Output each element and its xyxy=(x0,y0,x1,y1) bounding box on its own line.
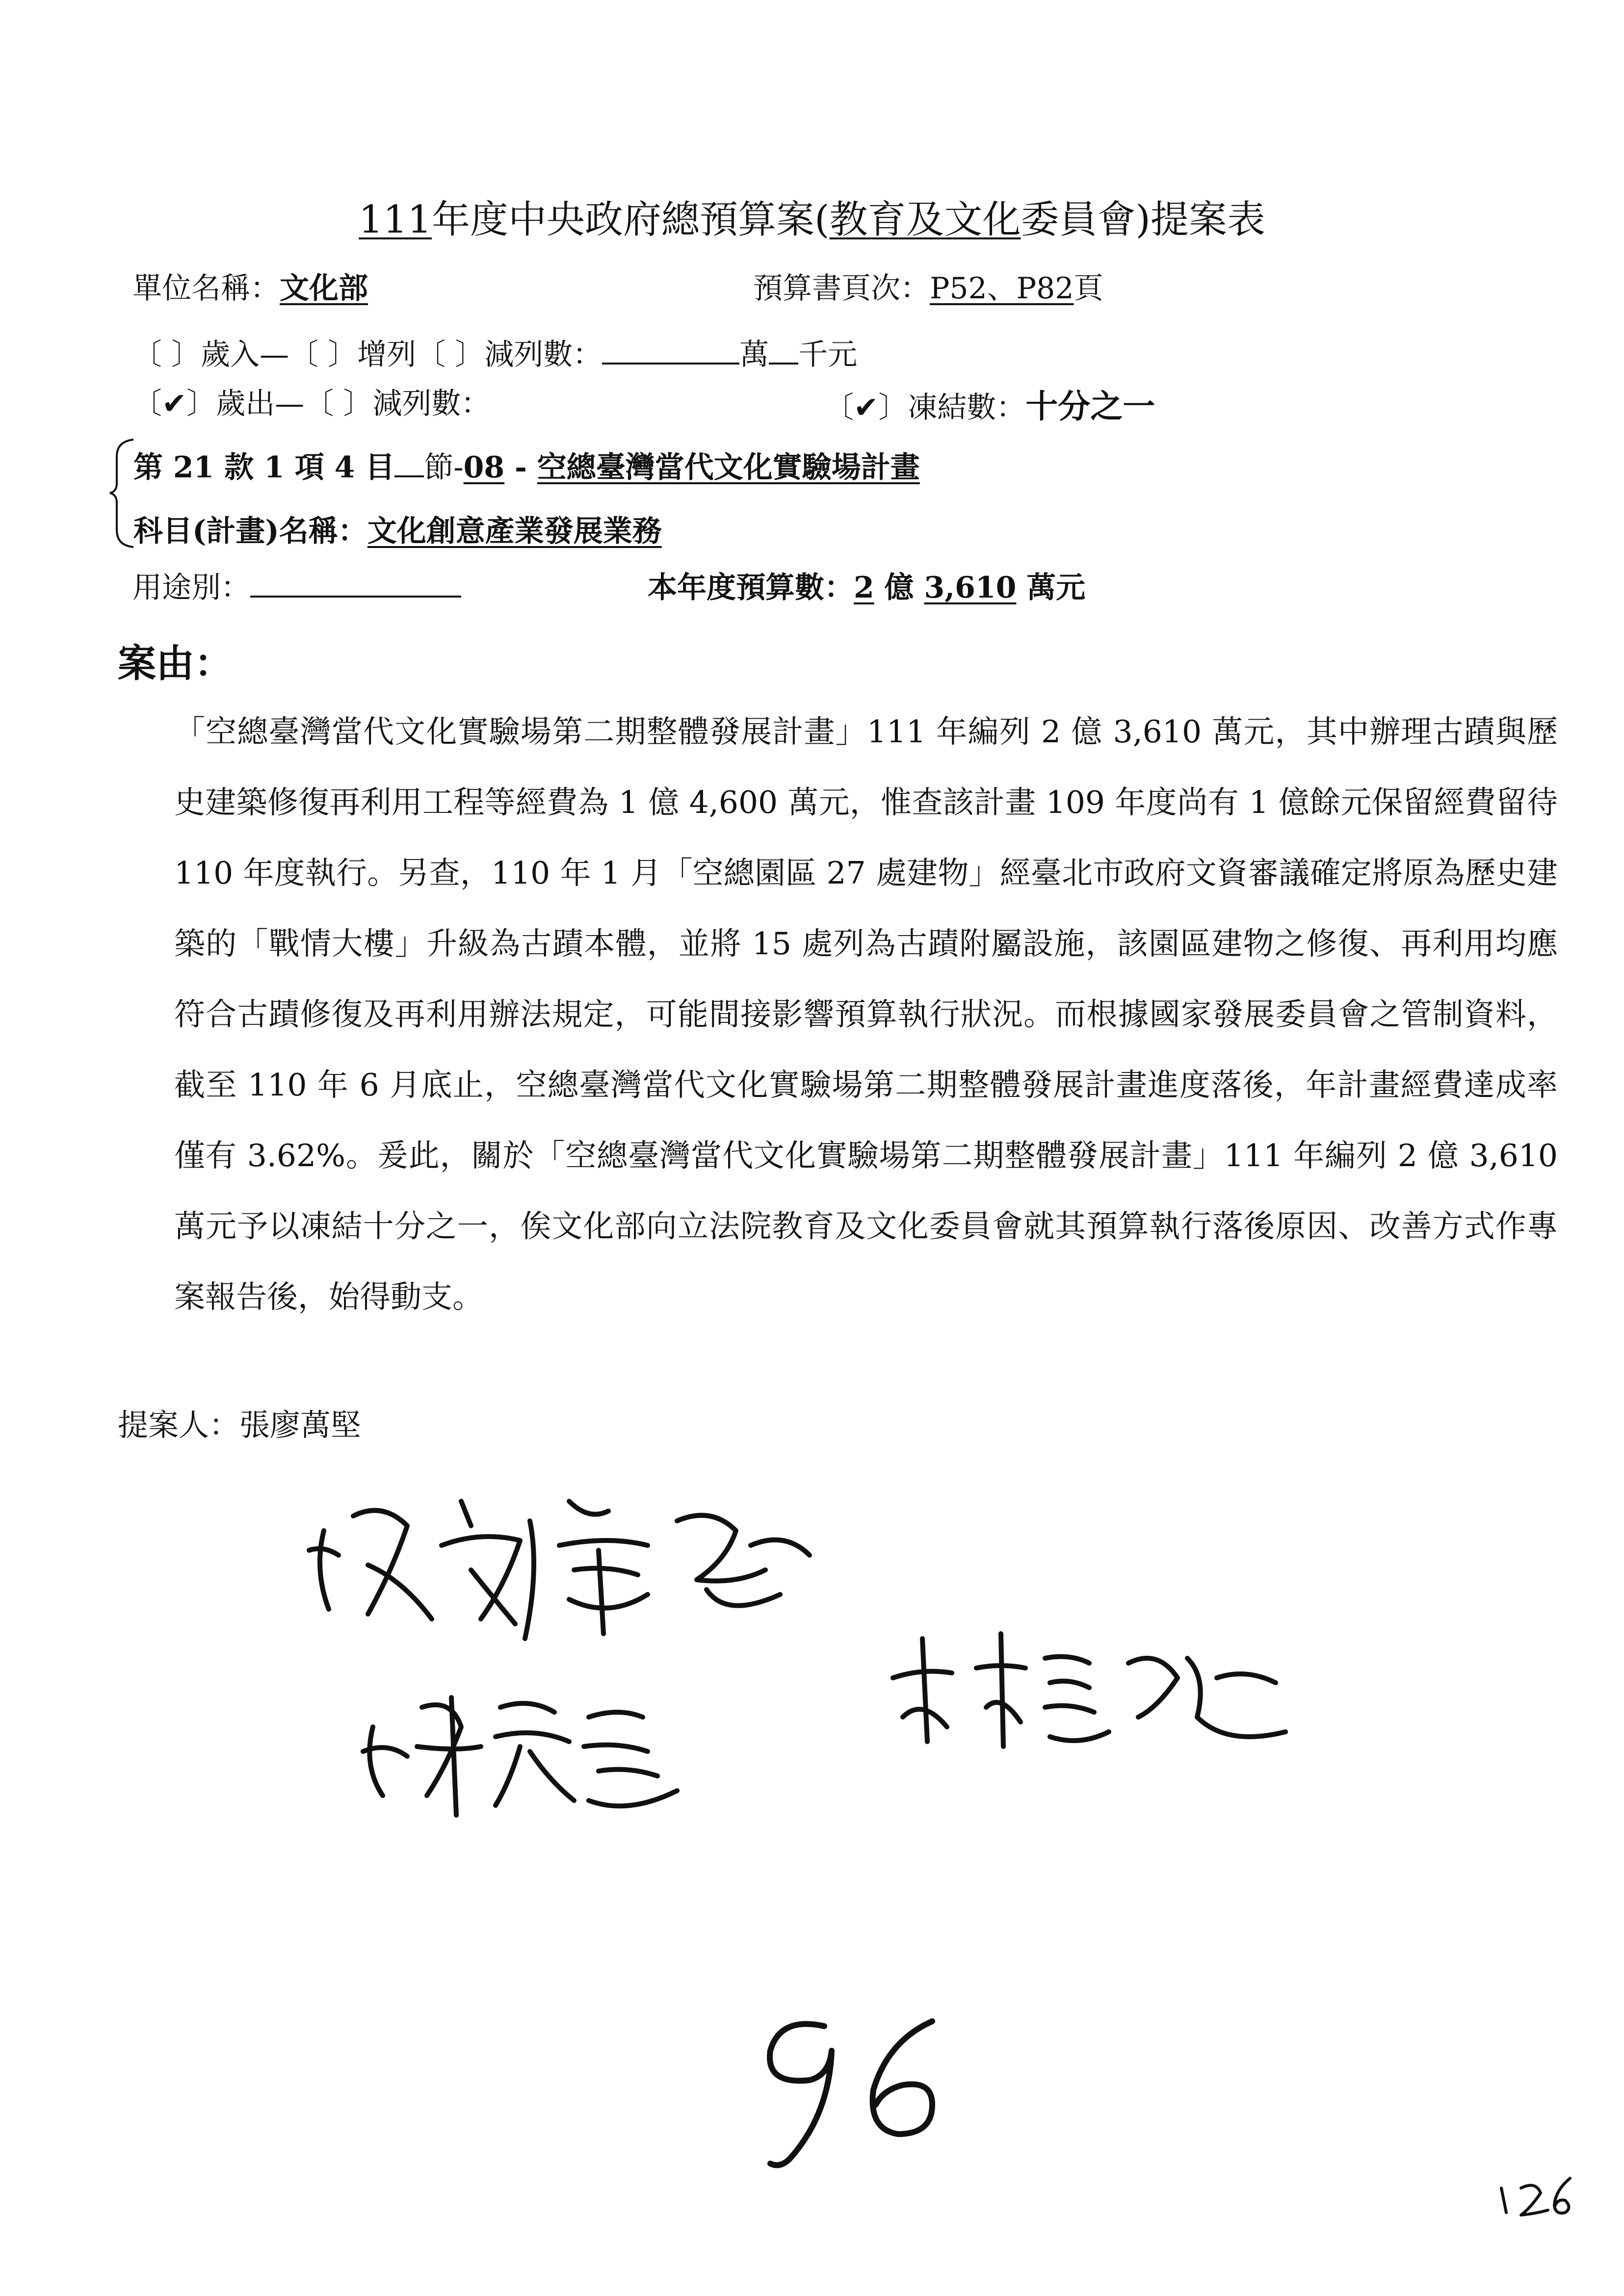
revenue-text: 〔 〕歲入—〔 〕增列〔 〕減列數： xyxy=(132,338,602,372)
section-blank xyxy=(394,446,424,477)
pages-value: P52、P82 xyxy=(930,271,1074,306)
freeze-value: 十分之一 xyxy=(1025,387,1155,425)
page-number-handwritten xyxy=(726,2002,981,2178)
unit-value: 文化部 xyxy=(280,271,368,306)
usage-row xyxy=(132,564,461,606)
budget-label: 本年度預算數： xyxy=(648,571,854,605)
unit-label: 單位名稱： xyxy=(132,271,280,306)
section-dash: - xyxy=(504,450,537,485)
revenue-unit1: 萬 xyxy=(739,338,769,372)
subject-value: 文化創意產業發展業務 xyxy=(367,514,662,548)
budget-yi: 億 xyxy=(874,571,924,605)
revenue-row xyxy=(132,331,857,373)
expense-text: 〔✔〕歲出—〔 〕減列數： xyxy=(132,387,491,421)
pages-label: 預算書頁次： xyxy=(753,271,930,306)
budget-wan: 萬元 xyxy=(1016,571,1086,605)
budget-row xyxy=(648,564,1085,606)
unit-row xyxy=(132,265,368,307)
signature-3 xyxy=(883,1619,1325,1766)
section-text1: 第 21 款 1 項 4 目 xyxy=(133,450,395,485)
subject-label: 科目(計畫)名稱： xyxy=(133,514,367,548)
subject-row xyxy=(133,508,662,550)
title-mid: 年度中央政府總預算案( xyxy=(432,198,830,242)
revenue-unit2: 千元 xyxy=(798,338,858,372)
expense-row xyxy=(132,380,490,422)
signature-1 xyxy=(294,1472,883,1678)
title-year: 111 xyxy=(359,198,432,242)
section-plan: 空總臺灣當代文化實驗場計畫 xyxy=(537,450,920,485)
freeze-label: 〔✔〕凍結數： xyxy=(824,391,1026,425)
title-committee: 教育及文化 xyxy=(829,198,1021,242)
proposer-row xyxy=(118,1401,361,1444)
reason-body: 「空總臺灣當代文化實驗場第二期整體發展計畫」111 年編列 2 億 3,610 萬元，其中辦理古蹟與歷史建築修復再利用工程等經費為 1 億 4,600 萬元，惟查該計畫 109 年度尚有 1 億餘元保留經費留待 110 年度執行。另查，110 年 1 月「空總園區 27 處建物」經臺北市政府文資審議確定將原為歷史建築的「戰情大樓」升級為古蹟本體，並將 15 處列為古蹟附屬設施，該園區建物之修復、再利用均應符合古蹟修復及再利用辦法規定，可能間接影響預算執行狀況。而根據國家發展委員會之管制資料，截至 110 年 6 月底止，空總臺灣當代文化實驗場第二期整體發展計畫進度落後，年計畫經費達成率僅有 3.62%。爰此，關於「空總臺灣當代文化實驗場第二期整體發展計畫」111 年編列 2 億 3,610 萬元予以凍結十分之一，俟文化部向立法院教育及文化委員會就其預算執行落後原因、改善方式作專案報告後，始得動支。 xyxy=(174,714,1558,1315)
revenue-blank xyxy=(602,333,739,365)
revenue-blank-2 xyxy=(769,333,798,365)
pages-suffix: 頁 xyxy=(1074,271,1103,306)
proposer-name: 張廖萬堅 xyxy=(239,1407,362,1443)
corner-mark-handwritten xyxy=(1492,2168,1580,2222)
usage-blank xyxy=(250,566,461,598)
pages-row xyxy=(753,265,1103,307)
page-title xyxy=(0,189,1624,244)
proposer-label: 提案人： xyxy=(118,1407,240,1443)
section-text2: 節- xyxy=(424,450,464,485)
budget-wan-num: 3,610 xyxy=(924,571,1017,605)
section-code: 08 xyxy=(463,450,505,485)
freeze-row xyxy=(824,380,1155,427)
section-row xyxy=(133,444,920,486)
signature-2 xyxy=(353,1668,707,1825)
usage-label: 用途別： xyxy=(132,571,250,605)
reason-label: 案由： xyxy=(118,641,233,686)
title-end: 委員會)提案表 xyxy=(1021,198,1265,242)
budget-yi-num: 2 xyxy=(854,571,874,605)
bracket-brace xyxy=(108,437,137,549)
